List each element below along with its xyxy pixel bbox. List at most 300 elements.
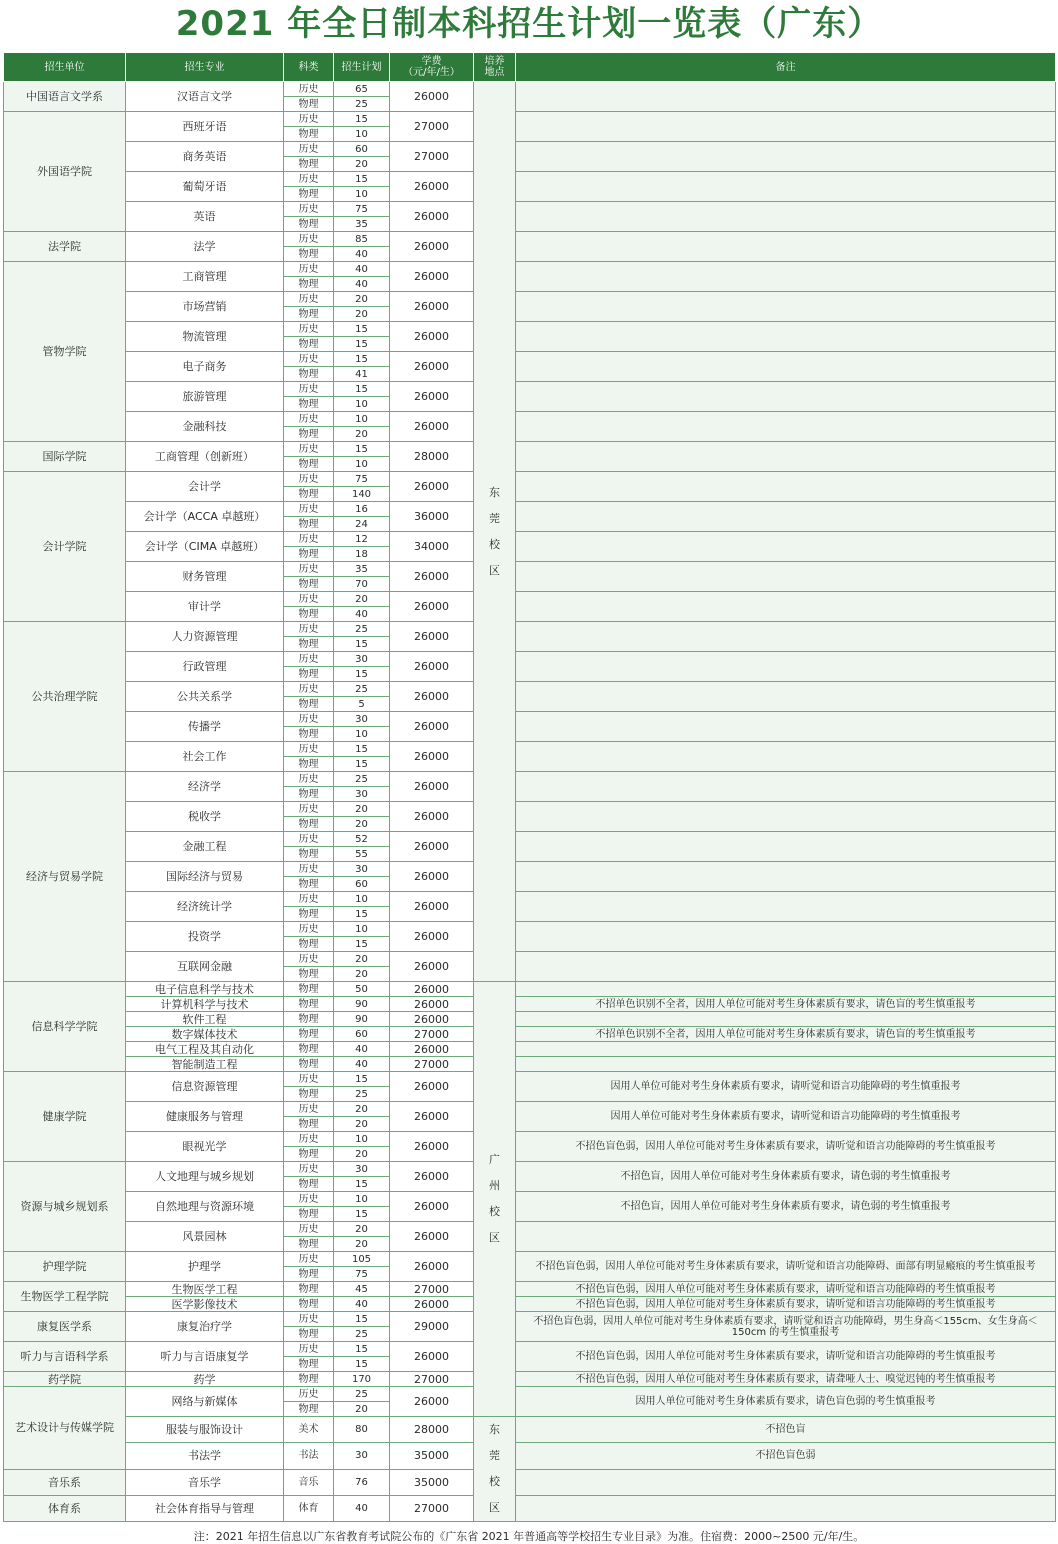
major-name: 经济统计学 [126, 892, 284, 922]
subject-cell: 物理 [284, 457, 334, 472]
fee-cell: 28000 [390, 1417, 474, 1443]
table-row [4, 382, 1056, 397]
fee-cell: 26000 [390, 1012, 474, 1027]
fee-cell: 26000 [390, 1132, 474, 1162]
plan-cell: 30 [334, 652, 390, 667]
plan-cell: 40 [334, 247, 390, 262]
plan-cell: 20 [334, 1402, 390, 1417]
plan-cell: 40 [334, 1057, 390, 1072]
note-cell [516, 472, 1056, 502]
fee-cell: 28000 [390, 442, 474, 472]
major-name: 会计学（ACCA 卓越班） [126, 502, 284, 532]
major-name: 音乐学 [126, 1469, 284, 1495]
fee-cell: 26000 [390, 1072, 474, 1102]
plan-cell: 80 [334, 1417, 390, 1443]
subject-cell: 物理 [284, 1087, 334, 1102]
plan-cell: 15 [334, 667, 390, 682]
plan-cell: 40 [334, 262, 390, 277]
footnote: 注：2021 年招生信息以广东省教育考试院公布的《广东省 2021 年普通高等学校招生专业目录》为准。住宿费：2000~2500 元/年/生。 [193, 1530, 865, 1543]
plan-cell: 41 [334, 367, 390, 382]
plan-cell: 25 [334, 1087, 390, 1102]
fee-cell: 26000 [390, 712, 474, 742]
fee-cell: 27000 [390, 112, 474, 142]
note-cell [516, 1012, 1056, 1027]
subject-cell: 物理 [284, 1372, 334, 1387]
major-name: 英语 [126, 202, 284, 232]
note-cell [516, 532, 1056, 562]
subject-cell: 历史 [284, 172, 334, 187]
header-unit: 招生单位 [4, 53, 126, 82]
plan-cell: 10 [334, 397, 390, 412]
subject-cell: 历史 [284, 922, 334, 937]
subject-cell: 物理 [284, 1237, 334, 1252]
table-row [4, 832, 1056, 847]
subject-cell: 历史 [284, 862, 334, 877]
fee-cell: 27000 [390, 1282, 474, 1297]
major-name: 行政管理 [126, 652, 284, 682]
fee-cell: 26000 [390, 292, 474, 322]
plan-cell: 45 [334, 1282, 390, 1297]
unit-name: 艺术设计与传媒学院 [4, 1387, 126, 1470]
major-name: 旅游管理 [126, 382, 284, 412]
plan-cell: 40 [334, 1042, 390, 1057]
subject-cell: 历史 [284, 1252, 334, 1267]
major-name: 物流管理 [126, 322, 284, 352]
table-row [4, 142, 1056, 157]
fee-cell: 26000 [390, 172, 474, 202]
subject-cell: 物理 [284, 1402, 334, 1417]
subject-cell: 物理 [284, 97, 334, 112]
major-name: 法学 [126, 232, 284, 262]
subject-cell: 物理 [284, 397, 334, 412]
fee-cell: 26000 [390, 952, 474, 982]
major-name: 自然地理与资源环境 [126, 1192, 284, 1222]
table-row [4, 112, 1056, 127]
table-row [4, 1443, 1056, 1469]
note-cell [516, 502, 1056, 532]
note-cell: 不招色盲色弱，因用人单位可能对考生身体素质有要求，请听觉和语言功能障碍的考生慎重报考 [516, 1297, 1056, 1312]
subject-cell: 物理 [284, 1057, 334, 1072]
plan-cell: 15 [334, 637, 390, 652]
fee-cell: 26000 [390, 862, 474, 892]
major-name: 软件工程 [126, 1012, 284, 1027]
unit-name: 体育系 [4, 1495, 126, 1521]
subject-cell: 历史 [284, 682, 334, 697]
major-name: 智能制造工程 [126, 1057, 284, 1072]
fee-cell: 26000 [390, 1102, 474, 1132]
unit-name: 经济与贸易学院 [4, 772, 126, 982]
note-cell [516, 832, 1056, 862]
unit-name: 法学院 [4, 232, 126, 262]
plan-cell: 15 [334, 937, 390, 952]
plan-cell: 40 [334, 1297, 390, 1312]
major-name: 经济学 [126, 772, 284, 802]
note-cell [516, 652, 1056, 682]
fee-cell: 36000 [390, 502, 474, 532]
table-row [4, 922, 1056, 937]
subject-cell: 物理 [284, 1177, 334, 1192]
header-note: 备注 [516, 53, 1056, 82]
unit-name: 护理学院 [4, 1252, 126, 1282]
plan-cell: 30 [334, 712, 390, 727]
plan-cell: 170 [334, 1372, 390, 1387]
major-name: 人文地理与城乡规划 [126, 1162, 284, 1192]
plan-cell: 40 [334, 277, 390, 292]
fee-cell: 26000 [390, 1042, 474, 1057]
note-cell: 不招单色识别不全者，因用人单位可能对考生身体素质有要求，请色盲的考生慎重报考 [516, 997, 1056, 1012]
plan-cell: 25 [334, 622, 390, 637]
plan-cell: 75 [334, 1267, 390, 1282]
unit-name: 音乐系 [4, 1469, 126, 1495]
major-name: 电子信息科学与技术 [126, 982, 284, 997]
plan-cell: 15 [334, 352, 390, 367]
plan-cell: 20 [334, 1102, 390, 1117]
plan-cell: 20 [334, 817, 390, 832]
plan-cell: 20 [334, 967, 390, 982]
subject-cell: 物理 [284, 787, 334, 802]
note-cell [516, 592, 1056, 622]
subject-cell: 音乐 [284, 1469, 334, 1495]
subject-cell: 物理 [284, 1267, 334, 1282]
major-name: 数字媒体技术 [126, 1027, 284, 1042]
plan-cell: 15 [334, 442, 390, 457]
plan-cell: 10 [334, 892, 390, 907]
subject-cell: 历史 [284, 472, 334, 487]
table-row [4, 997, 1056, 1012]
subject-cell: 物理 [284, 1012, 334, 1027]
major-name: 国际经济与贸易 [126, 862, 284, 892]
table-row [4, 982, 1056, 997]
note-cell [516, 142, 1056, 172]
unit-name: 国际学院 [4, 442, 126, 472]
major-name: 电子商务 [126, 352, 284, 382]
subject-cell: 物理 [284, 217, 334, 232]
fee-cell: 29000 [390, 1312, 474, 1342]
table-row [4, 322, 1056, 337]
table-row [4, 772, 1056, 787]
subject-cell: 历史 [284, 352, 334, 367]
major-name: 公共关系学 [126, 682, 284, 712]
table-row [4, 352, 1056, 367]
plan-cell: 25 [334, 1387, 390, 1402]
subject-cell: 历史 [284, 772, 334, 787]
unit-name: 信息科学学院 [4, 982, 126, 1072]
note-cell [516, 802, 1056, 832]
subject-cell: 历史 [284, 592, 334, 607]
note-cell: 因用人单位可能对考生身体素质有要求，请色盲色弱的考生慎重报考 [516, 1387, 1056, 1417]
plan-cell: 30 [334, 1162, 390, 1177]
note-cell [516, 1042, 1056, 1057]
table-row [4, 532, 1056, 547]
subject-cell: 历史 [284, 502, 334, 517]
plan-cell: 10 [334, 127, 390, 142]
plan-cell: 10 [334, 1132, 390, 1147]
subject-cell: 物理 [284, 967, 334, 982]
subject-cell: 物理 [284, 1357, 334, 1372]
plan-cell: 15 [334, 172, 390, 187]
plan-cell: 15 [334, 337, 390, 352]
table-row [4, 742, 1056, 757]
subject-cell: 书法 [284, 1443, 334, 1469]
note-cell [516, 1222, 1056, 1252]
subject-cell: 物理 [284, 247, 334, 262]
table-row [4, 202, 1056, 217]
fee-cell: 26000 [390, 622, 474, 652]
table-row [4, 1387, 1056, 1402]
major-name: 服装与服饰设计 [126, 1417, 284, 1443]
plan-cell: 15 [334, 1207, 390, 1222]
plan-cell: 15 [334, 1177, 390, 1192]
fee-cell: 35000 [390, 1469, 474, 1495]
subject-cell: 物理 [284, 877, 334, 892]
table-row [4, 1192, 1056, 1207]
table-row [4, 682, 1056, 697]
table-row [4, 1072, 1056, 1087]
major-name: 财务管理 [126, 562, 284, 592]
plan-cell: 10 [334, 187, 390, 202]
unit-name: 药学院 [4, 1372, 126, 1387]
plan-cell: 15 [334, 907, 390, 922]
note-cell: 不招色盲色弱，因用人单位可能对考生身体素质有要求，请听觉和语言功能障碍的考生慎重报考 [516, 1282, 1056, 1297]
subject-cell: 物理 [284, 427, 334, 442]
major-name: 税收学 [126, 802, 284, 832]
table-row [4, 1102, 1056, 1117]
plan-cell: 20 [334, 1237, 390, 1252]
fee-cell: 26000 [390, 382, 474, 412]
fee-cell: 26000 [390, 1252, 474, 1282]
campus-cell: 东 莞 校 区 [474, 1417, 516, 1522]
major-name: 商务英语 [126, 142, 284, 172]
subject-cell: 物理 [284, 637, 334, 652]
note-cell [516, 412, 1056, 442]
table-row [4, 952, 1056, 967]
page-title: 2021 年全日制本科招生计划一览表（广东） [175, 4, 883, 44]
major-name: 书法学 [126, 1443, 284, 1469]
subject-cell: 历史 [284, 322, 334, 337]
header-major: 招生专业 [126, 53, 284, 82]
note-cell [516, 352, 1056, 382]
plan-cell: 20 [334, 952, 390, 967]
subject-cell: 物理 [284, 997, 334, 1012]
fee-cell: 27000 [390, 142, 474, 172]
note-cell [516, 1469, 1056, 1495]
major-name: 金融科技 [126, 412, 284, 442]
subject-cell: 物理 [284, 577, 334, 592]
fee-cell: 35000 [390, 1443, 474, 1469]
note-cell: 不招色盲色弱，因用人单位可能对考生身体素质有要求，请聋哑人士、嗅觉迟钝的考生慎重报考 [516, 1372, 1056, 1387]
note-cell [516, 712, 1056, 742]
table-row [4, 82, 1056, 97]
major-name: 工商管理（创新班） [126, 442, 284, 472]
major-name: 社会工作 [126, 742, 284, 772]
subject-cell: 美术 [284, 1417, 334, 1443]
campus-cell: 广 州 校 区 [474, 982, 516, 1417]
subject-cell: 物理 [284, 1027, 334, 1042]
subject-cell: 历史 [284, 832, 334, 847]
subject-cell: 历史 [284, 712, 334, 727]
note-cell: 不招色盲色弱，因用人单位可能对考生身体素质有要求，请听觉和语言功能障碍的考生慎重报考 [516, 1342, 1056, 1372]
major-name: 医学影像技术 [126, 1297, 284, 1312]
subject-cell: 历史 [284, 1072, 334, 1087]
subject-cell: 历史 [284, 892, 334, 907]
table-row [4, 1495, 1056, 1521]
subject-cell: 物理 [284, 127, 334, 142]
header-plan: 招生计划 [334, 53, 390, 82]
header-fee: 学费 （元/年/生） [390, 53, 474, 82]
subject-cell: 物理 [284, 727, 334, 742]
note-cell [516, 862, 1056, 892]
plan-cell: 20 [334, 307, 390, 322]
subject-cell: 历史 [284, 652, 334, 667]
subject-cell: 物理 [284, 757, 334, 772]
plan-cell: 70 [334, 577, 390, 592]
note-cell [516, 1057, 1056, 1072]
plan-cell: 55 [334, 847, 390, 862]
table-body [4, 82, 1056, 1522]
note-cell: 不招色盲色弱，因用人单位可能对考生身体素质有要求，请听觉和语言功能障碍、面部有明显瘢痕的考生慎重报考 [516, 1252, 1056, 1282]
note-cell: 不招色盲 [516, 1417, 1056, 1443]
subject-cell: 物理 [284, 607, 334, 622]
fee-cell: 26000 [390, 832, 474, 862]
subject-cell: 物理 [284, 307, 334, 322]
fee-cell: 27000 [390, 1057, 474, 1072]
table-row [4, 712, 1056, 727]
unit-name: 资源与城乡规划系 [4, 1162, 126, 1252]
table-row [4, 412, 1056, 427]
major-name: 风景园林 [126, 1222, 284, 1252]
plan-cell: 10 [334, 727, 390, 742]
header-campus: 培养 地点 [474, 53, 516, 82]
major-name: 传播学 [126, 712, 284, 742]
plan-cell: 5 [334, 697, 390, 712]
subject-cell: 历史 [284, 382, 334, 397]
major-name: 投资学 [126, 922, 284, 952]
fee-cell: 26000 [390, 1222, 474, 1252]
table-row [4, 592, 1056, 607]
subject-cell: 物理 [284, 337, 334, 352]
table-row [4, 1469, 1056, 1495]
plan-cell: 60 [334, 142, 390, 157]
plan-cell: 90 [334, 997, 390, 1012]
plan-cell: 76 [334, 1469, 390, 1495]
major-name: 市场营销 [126, 292, 284, 322]
subject-cell: 历史 [284, 1222, 334, 1237]
subject-cell: 物理 [284, 187, 334, 202]
subject-cell: 历史 [284, 562, 334, 577]
table-row [4, 622, 1056, 637]
subject-cell: 物理 [284, 1117, 334, 1132]
table-row [4, 1297, 1056, 1312]
plan-cell: 15 [334, 322, 390, 337]
plan-cell: 25 [334, 772, 390, 787]
plan-cell: 40 [334, 1495, 390, 1521]
fee-cell: 26000 [390, 232, 474, 262]
major-name: 信息资源管理 [126, 1072, 284, 1102]
subject-cell: 历史 [284, 1387, 334, 1402]
note-cell: 因用人单位可能对考生身体素质有要求，请听觉和语言功能障碍的考生慎重报考 [516, 1102, 1056, 1132]
major-name: 社会体育指导与管理 [126, 1495, 284, 1521]
plan-cell: 20 [334, 1222, 390, 1237]
subject-cell: 物理 [284, 487, 334, 502]
fee-cell: 26000 [390, 592, 474, 622]
major-name: 工商管理 [126, 262, 284, 292]
fee-cell: 26000 [390, 1192, 474, 1222]
plan-cell: 85 [334, 232, 390, 247]
note-cell [516, 232, 1056, 262]
major-name: 会计学（CIMA 卓越班） [126, 532, 284, 562]
major-name: 互联网金融 [126, 952, 284, 982]
subject-cell: 物理 [284, 1207, 334, 1222]
major-name: 会计学 [126, 472, 284, 502]
fee-cell: 26000 [390, 82, 474, 112]
major-name: 计算机科学与技术 [126, 997, 284, 1012]
note-cell [516, 172, 1056, 202]
plan-cell: 25 [334, 97, 390, 112]
plan-cell: 65 [334, 82, 390, 97]
major-name: 康复治疗学 [126, 1312, 284, 1342]
plan-cell: 20 [334, 802, 390, 817]
plan-cell: 60 [334, 1027, 390, 1042]
header-subject: 科类 [284, 53, 334, 82]
note-cell [516, 742, 1056, 772]
plan-cell: 20 [334, 292, 390, 307]
subject-cell: 物理 [284, 1147, 334, 1162]
subject-cell: 物理 [284, 847, 334, 862]
fee-cell: 26000 [390, 892, 474, 922]
note-cell [516, 292, 1056, 322]
fee-cell: 26000 [390, 472, 474, 502]
subject-cell: 物理 [284, 1042, 334, 1057]
plan-cell: 75 [334, 202, 390, 217]
subject-cell: 历史 [284, 1132, 334, 1147]
subject-cell: 历史 [284, 292, 334, 307]
unit-name: 公共治理学院 [4, 622, 126, 772]
subject-cell: 物理 [284, 697, 334, 712]
subject-cell: 历史 [284, 952, 334, 967]
unit-name: 管物学院 [4, 262, 126, 442]
plan-cell: 75 [334, 472, 390, 487]
plan-cell: 10 [334, 412, 390, 427]
table-row [4, 172, 1056, 187]
subject-cell: 历史 [284, 1162, 334, 1177]
plan-cell: 25 [334, 1327, 390, 1342]
major-name: 听力与言语康复学 [126, 1342, 284, 1372]
plan-cell: 15 [334, 1357, 390, 1372]
subject-cell: 历史 [284, 232, 334, 247]
fee-cell: 34000 [390, 532, 474, 562]
fee-cell: 27000 [390, 1027, 474, 1042]
plan-cell: 35 [334, 217, 390, 232]
subject-cell: 物理 [284, 517, 334, 532]
subject-cell: 历史 [284, 1102, 334, 1117]
table-row [4, 1162, 1056, 1177]
plan-cell: 24 [334, 517, 390, 532]
plan-cell: 105 [334, 1252, 390, 1267]
table-row [4, 1252, 1056, 1267]
plan-cell: 90 [334, 1012, 390, 1027]
fee-cell: 26000 [390, 802, 474, 832]
enrollment-table [3, 52, 1056, 1522]
note-cell [516, 622, 1056, 652]
plan-cell: 18 [334, 547, 390, 562]
subject-cell: 物理 [284, 367, 334, 382]
note-cell [516, 682, 1056, 712]
table-row [4, 1312, 1056, 1327]
fee-cell: 26000 [390, 412, 474, 442]
table-row [4, 802, 1056, 817]
plan-cell: 16 [334, 502, 390, 517]
note-cell: 不招色盲色弱 [516, 1443, 1056, 1469]
